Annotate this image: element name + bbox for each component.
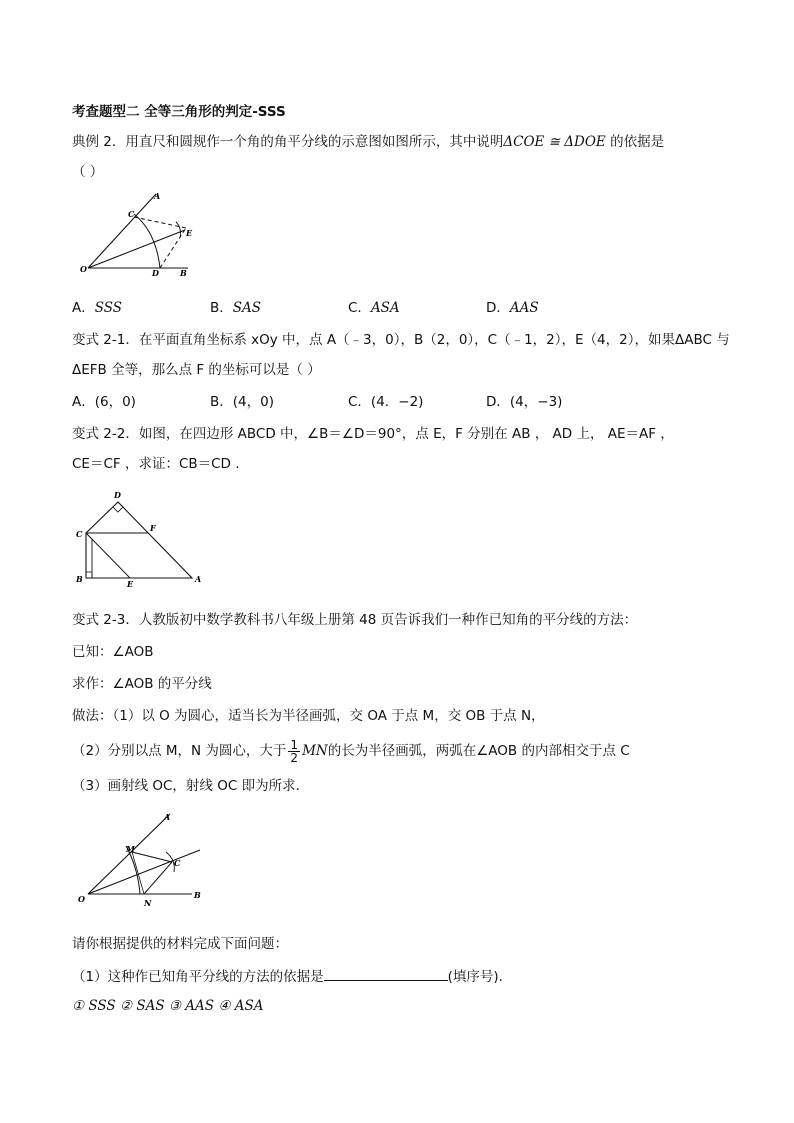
label-d: D	[114, 490, 121, 500]
label-c: C	[76, 529, 83, 539]
ray-oa	[88, 814, 170, 894]
ex2-option-b[interactable]	[210, 298, 261, 318]
segment-mc	[132, 852, 172, 862]
step-2-text-b: 的长为半径画弧，两弧在∠AOB 的内部相交于点 C	[327, 743, 630, 759]
variant-2-1-line-1: 变式 2-1．在平面直角坐标系 xOy 中，点 A（﹣3，0），B（2，0），C（﹣1，2），E（4，2），如果ΔABC 与	[72, 332, 730, 348]
option-letter: B．	[210, 300, 233, 316]
segment-ce	[86, 533, 130, 578]
segment-mn: MN	[302, 743, 328, 759]
quadrilateral-abcd	[86, 502, 192, 578]
label-o: O	[80, 264, 87, 274]
option-value: SAS	[232, 300, 262, 316]
label-o: O	[78, 894, 85, 904]
variant-2-1-line-2: ΔEFB 全等，那么点 F 的坐标可以是（ ）	[72, 362, 321, 378]
label-m: M	[126, 844, 135, 854]
variant-2-3-construct: 求作：∠AOB 的平分线	[72, 676, 212, 692]
v21-option-a[interactable]: A．(6，0)	[72, 394, 136, 410]
example-2-stem-tail: 的依据是	[605, 134, 665, 150]
congruence-expression: ΔCOE ≅ ΔDOE	[503, 134, 606, 150]
label-a: A	[195, 574, 202, 584]
answer-blank[interactable]	[324, 966, 448, 981]
label-c: C	[174, 858, 181, 868]
ray-oa	[88, 194, 156, 268]
quadrilateral-figure	[72, 488, 206, 588]
variant-2-2-line-1: 变式 2-2．如图，在四边形 ABCD 中，∠B＝∠D＝90°，点 E，F 分别在 AB ， AD 上， AE＝AF ，	[72, 426, 674, 442]
bisector-oe	[88, 230, 185, 268]
variant-2-2-line-2: CE＝CF ，求证：CB＝CD .	[72, 456, 240, 472]
label-n: N	[144, 898, 152, 908]
label-b: B	[194, 890, 201, 900]
variant-2-3-known: 已知：∠AOB	[72, 644, 154, 660]
example-2-stem	[72, 132, 664, 152]
label-e: E	[127, 579, 134, 588]
option-letter: C．	[348, 300, 371, 316]
v21-option-c[interactable]: C．(4．−2)	[348, 394, 424, 410]
label-f: F	[150, 523, 156, 533]
ex2-option-c[interactable]	[348, 298, 400, 318]
right-angle-b	[86, 572, 92, 578]
label-a: A	[164, 812, 171, 822]
ex2-option-a[interactable]	[72, 298, 122, 318]
fraction-numerator: 1	[290, 737, 299, 752]
option-value: SSS	[94, 300, 123, 316]
label-e: E	[186, 228, 193, 238]
variant-2-3-step-2	[72, 738, 630, 764]
example-2-stem-text: 典例 2．用直尺和圆规作一个角的角平分线的示意图如图所示，其中说明	[72, 134, 504, 150]
choice-list: ① SSS ② SAS ③ AAS ④ ASA	[72, 998, 264, 1014]
variant-2-3-step-3: （3）画射线 OC，射线 OC 即为所求．	[72, 778, 310, 794]
ex2-option-d[interactable]	[486, 298, 539, 318]
section-title: 考查题型二 全等三角形的判定-SSS	[72, 104, 286, 120]
question-1	[72, 966, 512, 987]
step-2-text-a: （2）分别以点 M，N 为圆心，大于	[72, 743, 287, 759]
segment-de	[160, 228, 186, 268]
option-value: ASA	[370, 300, 400, 316]
label-b: B	[76, 574, 83, 584]
arc-e	[176, 222, 181, 238]
fraction-one-half	[288, 739, 300, 764]
v21-option-d[interactable]: D．(4，−3)	[486, 394, 563, 410]
question-1-hint: (填序号)．	[447, 969, 513, 985]
label-d: D	[152, 268, 159, 278]
option-letter: A．	[72, 300, 95, 316]
angle-bisector-figure-2	[74, 808, 214, 912]
segment-ce	[134, 217, 186, 228]
option-letter: D．	[486, 300, 510, 316]
right-angle-d	[113, 507, 123, 512]
example-2-answer-paren: （ ）	[72, 164, 104, 180]
variant-2-3-prompt: 请你根据提供的材料完成下面问题：	[72, 936, 288, 952]
label-b: B	[180, 268, 187, 278]
fraction-denominator: 2	[290, 750, 299, 765]
v21-option-b[interactable]: B．(4，0)	[210, 394, 274, 410]
question-1-text: （1）这种作已知角平分线的方法的依据是	[72, 969, 324, 985]
angle-bisector-figure-1	[76, 190, 206, 286]
option-value: AAS	[509, 300, 539, 316]
label-a: A	[154, 191, 161, 201]
variant-2-3-line-1: 变式 2-3．人教版初中数学教科书八年级上册第 48 页告诉我们一种作已知角的平分线的方法：	[72, 612, 638, 628]
label-c: C	[128, 209, 135, 219]
variant-2-3-step-1: 做法：（1）以 O 为圆心，适当长为半径画弧，交 OA 于点 M，交 OB 于点 N，	[72, 708, 545, 724]
ray-oc	[88, 850, 200, 894]
